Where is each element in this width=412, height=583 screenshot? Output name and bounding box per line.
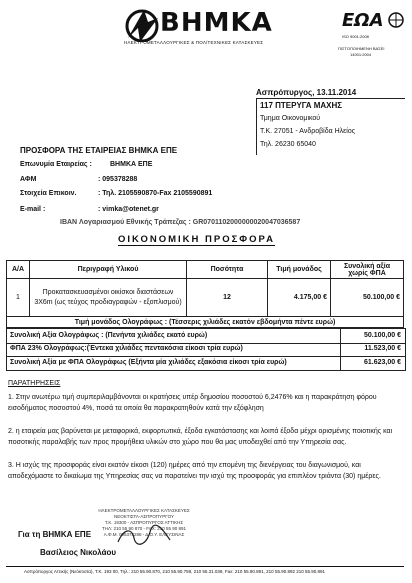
signature-company: Για τη ΒΗΜΚΑ ΕΠΕ	[18, 530, 92, 539]
grand-total-divider	[340, 356, 341, 370]
note-item: 3. Η ισχύς της προσφοράς είναι εκατόν είκοσι (120) ημέρες από την επομένη της διενέργειας του διαγωνισμού, και αποδεχόμαστε το δικαίωμα της Υπηρεσίας σας να παρατείνει την ισχύ της προσφοράς για επιπλέον τριάντα (30) ημέρες.	[8, 462, 381, 480]
recipient-line-2: Τμημα Οικονομικού	[260, 115, 321, 122]
logo-text: ΒΗΜΚΑ	[160, 8, 273, 38]
vat-value: 11.523,00 €	[364, 345, 401, 352]
header-cell-quantity: Ποσότητα	[187, 261, 268, 279]
signature-name: Βασίλειος Νικολάου	[40, 548, 117, 557]
grand-total-row	[6, 356, 406, 371]
cert-logo: ΕΩΑ	[342, 10, 384, 31]
logo-subtitle: ΗΛΕΚΤΡΟΜΕΤΑΛΛΟΥΡΓΙΚΕΣ & ΠΟΛ/ΤΕΧΝΙΚΕΣ ΚΑΤΑΣΚΕΥΕΣ	[124, 40, 264, 45]
footer-text: Ασπρόπυργος Αττικής (Νεόκτιστα), Τ.Κ. 193 00, Τηλ.: 210 55.90.870, 210 55.90.759, 210 55.31.039, Fax: 210 55.90.891, 210 55.90.892 210 55.90.891	[24, 569, 325, 574]
row-total: 50.100,00 €	[331, 279, 404, 317]
row-description: Προκατασκευασμένοι οικίσκοι διαστάσεων 3Χ6m (ως τεύχος προδιαγραφών - εξοπλισμού)	[30, 279, 187, 317]
table-header-row	[7, 261, 404, 279]
recipient-line-3: Τ.Κ. 27051 - Ανδροβίδα Ηλείος	[260, 128, 356, 135]
certification-block	[330, 10, 408, 62]
offer-heading: ΠΡΟΣΦΟΡΑ ΤΗΣ ΕΤΑΙΡΕΙΑΣ ΒΗΜΚΑ ΕΠΕ	[20, 146, 178, 155]
grand-total-label: Συνολική Αξία με ΦΠΑ Ολογράφως (Εξήντα μία χιλιάδες εξακόσια είκοσι τρία ευρώ)	[10, 359, 287, 366]
recipient-line-1: 117 ΠΤΕΡΥΓΑ ΜΑΧΗΣ	[260, 101, 343, 110]
unit-price-words-row	[7, 317, 404, 328]
grand-total-value: 61.623,00 €	[364, 359, 401, 366]
company-name-label: Επωνυμία Εταιρείας :	[20, 161, 92, 168]
row-unit-price: 4.175,00 €	[268, 279, 331, 317]
total-value: 50.100,00 €	[364, 332, 401, 339]
stamp-line: Α.Φ.Μ. 095378288 - Δ.Ο.Υ. ΕΛΕΥΣΙΝΑΣ	[103, 532, 185, 537]
note-item: 2. η εταιρεία μας βαρύνεται με μεταφορικά, εκφορτωτικά, έξοδα εγκατάστασης και λοιπά έξοδα μέχρι ορισμένης ποιοτικής και ποσοτικής παραλαβής των προς προμήθεια υλικών στο χώρο που θα μας υποδειχθεί από την Υπηρεσία σας.	[8, 428, 393, 446]
header-cell-unit-price: Τιμή μονάδος	[268, 261, 331, 279]
vat-divider	[340, 342, 341, 356]
notes-heading: ΠΑΡΑΤΗΡΗΣΕΙΣ	[8, 380, 61, 387]
tax-id-label: ΑΦΜ	[20, 176, 37, 183]
globe-icon	[388, 12, 404, 28]
contact-value: : Τηλ. 2105590870-Fax 2105590891	[98, 190, 213, 197]
recipient-line-4: Τηλ. 26230 65040	[260, 141, 316, 148]
company-name-value: ΒΗΜΚΑ ΕΠΕ	[110, 161, 153, 168]
stamp-line: ΗΛΕΚΤΡΟΜΕΤΑΛΛΟΥΡΓΙΚΕΣ ΚΑΤΑΣΚΕΥΕΣ	[98, 508, 190, 513]
recipient-box	[256, 98, 405, 155]
date-line: Ασπρόπυργος, 13.11.2014	[256, 88, 357, 97]
iban-line: IBAN Λογαριασμού Εθνικής Τράπεζας : GR0701102000000020047036587	[60, 219, 301, 226]
note-item: 1. Στην ανωτέρω τιμή συμπεριλαμβάνονται οι κρατήσεις υπέρ δημοσίου ποσοστού 6,2476% και η παρακράτηση φόρου εισοδήματος ποσοστού 4%, ποσά τα οποία θα παρακρατηθούν κατά την εξόφληση	[8, 394, 377, 412]
row-quantity: 12	[187, 279, 268, 317]
vat-row	[6, 342, 406, 357]
email-value: : vimka@otenet.gr	[98, 206, 159, 213]
cert-line-2: ΠΙΣΤΟΠΟΙΗΜΕΝΗ ΒΑΣΕΙ	[338, 46, 385, 51]
handwritten-signature-icon	[114, 524, 174, 548]
lightning-logo-icon	[122, 8, 162, 42]
row-aa: 1	[7, 279, 30, 317]
stamp-line: ΝΕΟΚΤΙΣΤΑ-ΑΣΠΡΟΠΥΡΓΟΥ	[113, 514, 175, 519]
cert-line-1: ISO 9001:2008	[342, 34, 369, 39]
offer-table	[6, 260, 404, 328]
vat-label: ΦΠΑ 23% Ολογράφως:(Έντεκα χιλιάδες πεντακόσια είκοσι τρία ευρώ)	[10, 345, 243, 352]
contact-label: Στοιχεία Επικοιν.	[20, 190, 77, 197]
table-row	[7, 279, 404, 317]
cert-line-3: 14001:2004	[350, 52, 372, 57]
footer-divider	[6, 566, 404, 567]
total-divider	[340, 329, 341, 343]
email-label: E-mail :	[20, 206, 46, 213]
unit-price-words: Τιμή μονάδος Ολογράφως : (Τέσσερις χιλιάδες εκατόν εβδομήντα πέντε ευρώ)	[7, 317, 404, 328]
header-cell-aa: Α/Α	[7, 261, 30, 279]
header-cell-description: Περιγραφή Υλικού	[30, 261, 187, 279]
financial-offer-title: ΟΙΚΟΝΟΜΙΚΗ ΠΡΟΣΦΟΡΑ	[118, 234, 275, 245]
header-cell-total: Συνολική αξία χωρίς ΦΠΑ	[331, 261, 404, 279]
stamp-line: Τ.Κ. 19300 - ΑΣΠΡΟΠΥΡΓΟΣ ΑΤΤΙΚΗΣ	[104, 520, 184, 525]
stamp-line: ΤΗΛ: 210 55 90 870 - FAX: 210 55 90 891	[101, 526, 187, 531]
total-words-label: Συνολική Αξία Ολογράφως : (Πενήντα χιλιάδες εκατό ευρώ)	[10, 332, 208, 339]
tax-id-value: : 095378288	[98, 176, 138, 183]
